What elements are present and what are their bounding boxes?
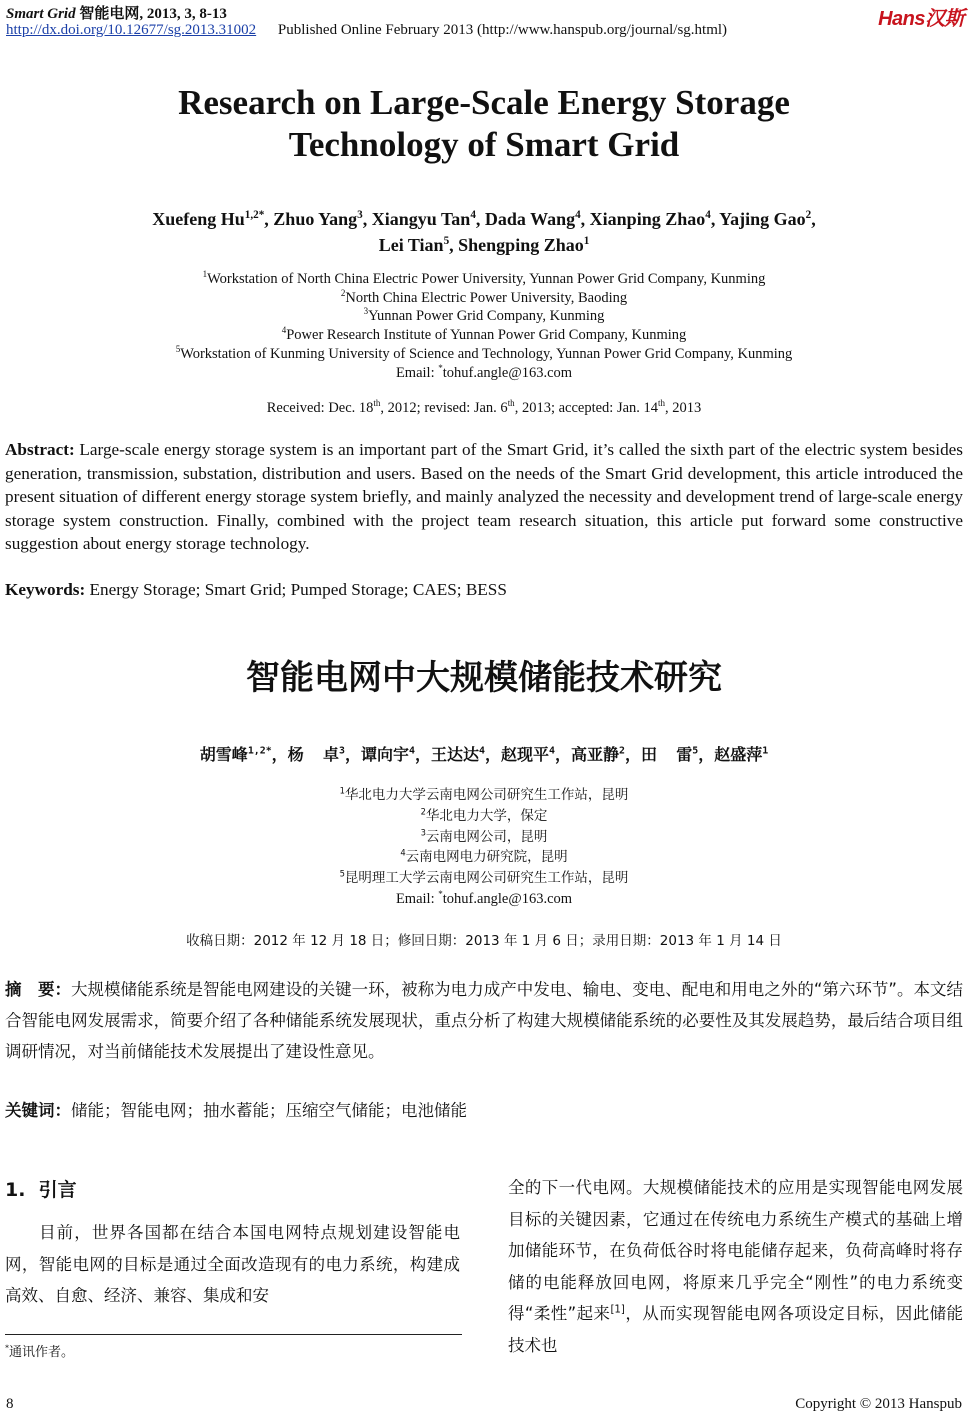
email-label: Email: — [395, 364, 439, 381]
author-sep: ， — [271, 745, 288, 764]
citation-ref[interactable]: [1] — [610, 1304, 625, 1316]
affiliation-text: Power Research Institute of Yunnan Power Grid Company, Kunming — [286, 327, 687, 344]
abstract-label: Abstract: — [5, 440, 75, 459]
author-sup: 2 — [805, 209, 812, 221]
affiliation-text: 华北电力大学，保定 — [425, 807, 548, 824]
author: 胡雪峰 — [199, 745, 248, 764]
author-sup: 1 — [762, 745, 769, 757]
affiliation-sup: 4 — [281, 325, 287, 336]
author-sup: 2 — [618, 745, 625, 757]
keywords-cn — [5, 1097, 467, 1121]
author-sup: 4 — [478, 745, 485, 757]
body-text: ，从而实现智能电网各项设定目标，因此储能技术也 — [508, 1304, 964, 1355]
keywords-label: 关键词： — [5, 1101, 71, 1120]
author: 王达达 — [430, 745, 479, 764]
affiliation — [0, 785, 968, 806]
author-sep: , — [580, 209, 590, 229]
journal-name-cn: 智能电网 — [79, 6, 140, 22]
author-sep: , — [710, 209, 720, 229]
authors-line-1 — [0, 206, 968, 232]
title-line-1: Research on Large-Scale Energy Storage — [178, 83, 790, 122]
affiliation-sup: 5 — [175, 343, 181, 354]
author-sup: 1,2* — [247, 745, 272, 757]
affiliations-cn — [0, 785, 968, 910]
author-sup: 5 — [443, 235, 450, 247]
hanspub-logo: Hans汉斯 — [878, 8, 964, 30]
published-online: Published Online February 2013 (http://www.hanspub.org/journal/sg.html) — [277, 22, 728, 38]
affiliation-sup: 2 — [340, 287, 346, 298]
received-sup: th — [507, 398, 515, 409]
author: 赵盛萍 — [714, 745, 763, 764]
paper-title-cn: 智能电网中大规模储能技术研究 — [246, 658, 722, 698]
author-sep: , — [811, 209, 816, 229]
author-sup: 3 — [357, 209, 363, 221]
affiliation-sup: 3 — [420, 827, 426, 838]
author-sep: ， — [484, 745, 501, 764]
affiliation — [0, 307, 968, 326]
abstract-text: 大规模储能系统是智能电网建设的关键一环，被称为电力成产中发电、输电、变电、配电和用电之外的“第六环节”。本文结合智能电网发展需求，简要介绍了各种储能系统发展现状，重点分析了构建大规模储能系统的必要性及其发展趋势，最后结合项目组调研情况，对当前储能技术发展提出了建设性意见。 — [5, 980, 963, 1061]
received-dates-cn: 收稿日期：2012 年 12 月 18 日；修回日期：2013 年 1 月 6 日；录用日期：2013 年 1 月 14 日 — [186, 933, 782, 949]
paper-title-en — [0, 82, 968, 166]
received-dates-en — [0, 400, 968, 417]
footnote-text: 通讯作者。 — [9, 1345, 75, 1360]
email-address[interactable]: tohuf.angle@163.com — [442, 890, 573, 907]
abstract-en — [5, 438, 963, 556]
affiliation-sup: 4 — [400, 847, 406, 858]
received-sup: th — [373, 398, 381, 409]
author-sup: 1 — [583, 235, 590, 247]
affiliation — [0, 827, 968, 848]
author: Xianping Zhao — [589, 209, 706, 229]
author-sup: 3 — [338, 745, 345, 757]
author-sep: ， — [698, 745, 715, 764]
title-line-2: Technology of Smart Grid — [288, 125, 680, 164]
affiliation-sup: 2 — [420, 806, 426, 817]
author: Dada Wang — [484, 209, 576, 229]
affiliations-en — [0, 270, 968, 382]
author: 赵现平 — [500, 745, 549, 764]
journal-info — [6, 2, 227, 23]
received-text: , 2012; revised: Jan. 6 — [380, 400, 508, 416]
email-line — [0, 889, 968, 910]
author-sep: ， — [414, 745, 431, 764]
author-sup: 5 — [692, 745, 699, 757]
keywords-en — [5, 580, 507, 600]
affiliation — [0, 345, 968, 364]
author-sup: 1,2* — [244, 209, 265, 221]
abstract-label: 摘 要： — [5, 980, 72, 999]
author-sup: 4 — [408, 745, 415, 757]
author: 田 雷 — [640, 745, 693, 764]
received-text: , 2013 — [665, 400, 702, 416]
footnote — [5, 1341, 74, 1360]
abstract-cn — [5, 974, 963, 1067]
footnote-star: * — [5, 1343, 10, 1353]
affiliation-text: 云南电网电力研究院，昆明 — [405, 849, 568, 866]
affiliation — [0, 806, 968, 827]
keywords-text: 储能；智能电网；抽水蓄能；压缩空气储能；电池储能 — [71, 1101, 467, 1120]
affiliation-text: 云南电网公司，昆明 — [425, 828, 548, 845]
received-text: , 2013; accepted: Jan. 14 — [514, 400, 659, 416]
authors-line-2 — [0, 232, 968, 258]
email-star: * — [438, 362, 443, 373]
journal-issue: , 2013, 3, 8-13 — [139, 6, 227, 22]
authors-cn — [0, 742, 968, 765]
affiliation-sup: 1 — [202, 269, 208, 280]
received-sup: th — [658, 398, 666, 409]
body-text: 全的下一代电网。大规模储能技术的应用是实现智能电网发展目标的关键因素，它通过在传统电力系统生产模式的基础上增加储能环节，在负荷低谷时将电能储存起来，负荷高峰时将存储的电能释放回电网，将原来几乎完全“刚性”的电力系统变得“柔性”起来 — [508, 1178, 963, 1323]
body-text: 目前，世界各国都在结合本国电网特点规划建设智能电网，智能电网的目标是通过全面改造现有的电力系统，构建成高效、自愈、经济、兼容、集成和安 — [5, 1223, 460, 1305]
body-column-right — [508, 1172, 963, 1361]
author: Zhuo Yang — [273, 209, 358, 229]
received-text: Received: Dec. 18 — [266, 400, 374, 416]
author-sep: ， — [624, 745, 641, 764]
copyright: Copyright © 2013 Hanspub — [795, 1396, 962, 1412]
body-column-left — [5, 1217, 460, 1312]
header-links — [6, 22, 727, 39]
email-star: * — [438, 889, 443, 900]
email-label: Email: — [395, 890, 439, 907]
author-sep: , — [362, 209, 372, 229]
author: Xiangyu Tan — [371, 209, 471, 229]
author: Yajing Gao — [719, 209, 806, 229]
affiliation — [0, 847, 968, 868]
author-sup: 4 — [470, 209, 476, 221]
authors-en — [0, 206, 968, 258]
author: 杨 卓 — [287, 745, 339, 764]
keywords-label: Keywords: — [5, 580, 86, 599]
author-sep: ， — [554, 745, 571, 764]
page-number: 8 — [6, 1396, 14, 1412]
email-address[interactable]: tohuf.angle@163.com — [442, 364, 573, 381]
affiliation-text: 昆明理工大学云南电网公司研究生工作站，昆明 — [344, 870, 629, 887]
author-sep: , — [475, 209, 485, 229]
journal-name: Smart Grid — [6, 6, 76, 22]
keywords-text: Energy Storage; Smart Grid; Pumped Storage; CAES; BESS — [85, 580, 507, 599]
author-sup: 4 — [705, 209, 711, 221]
affiliation — [0, 289, 968, 308]
author-sep: , — [264, 209, 274, 229]
author: 谭向宇 — [360, 745, 409, 764]
author: 高亚静 — [570, 745, 619, 764]
author: Lei Tian — [378, 235, 444, 255]
affiliation — [0, 326, 968, 345]
affiliation-text: Yunnan Power Grid Company, Kunming — [368, 308, 605, 325]
doi-link[interactable]: http://dx.doi.org/10.12677/sg.2013.31002 — [6, 22, 257, 38]
affiliation-sup: 5 — [339, 868, 345, 879]
affiliation-text: North China Electric Power University, Baoding — [345, 289, 628, 306]
author-sup: 4 — [575, 209, 581, 221]
footnote-divider — [5, 1334, 462, 1335]
abstract-text: Large-scale energy storage system is an important part of the Smart Grid, it’s called the sixth part of the electric system besides generation, transmission, substation, distribution and users. Based on the needs of the Smart Grid development, this article introduced the present situation of different energy storage system briefly, and mainly analyzed the necessity and development trend of large-scale energy storage system construction. Finally, combined with the project team research situation, this article put forward some constructive suggestion about energy storage technology. — [5, 440, 963, 554]
author: Xuefeng Hu — [152, 209, 245, 229]
affiliation-text: 华北电力大学云南电网公司研究生工作站，昆明 — [344, 787, 629, 803]
email-line — [0, 364, 968, 383]
affiliation-sup: 3 — [363, 306, 369, 317]
section-heading: 1. 引言 — [5, 1179, 77, 1201]
affiliation-sup: 1 — [339, 785, 345, 796]
author: Shengping Zhao — [458, 235, 584, 255]
affiliation — [0, 270, 968, 289]
affiliation-text: Workstation of North China Electric Power University, Yunnan Power Grid Company, Kunming — [207, 271, 766, 287]
affiliation-text: Workstation of Kunming University of Science and Technology, Yunnan Power Grid Company, Kunming — [180, 345, 793, 362]
affiliation — [0, 868, 968, 889]
author-sup: 4 — [548, 745, 555, 757]
author-sep: , — [449, 235, 459, 255]
author-sep: ， — [344, 745, 361, 764]
